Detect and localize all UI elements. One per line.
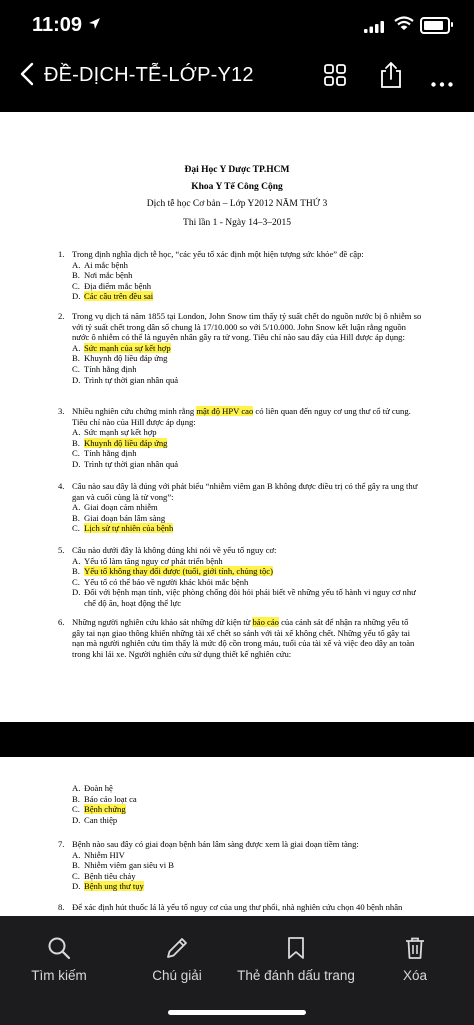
- question-number: 2.: [58, 311, 65, 321]
- battery-icon: [420, 17, 450, 34]
- option-c: C. Địa điểm mắc bệnh: [72, 280, 152, 291]
- question-number: 3.: [58, 406, 65, 416]
- search-tab[interactable]: [0, 916, 118, 1025]
- question-6: [58, 617, 422, 659]
- option-a: A. Yếu tố làm tăng nguy cơ phát triển bệnh: [72, 555, 223, 566]
- question-number: 6.: [58, 617, 65, 627]
- delete-tab[interactable]: [356, 916, 474, 1025]
- delete-label: Xóa: [402, 968, 428, 983]
- option-c: C. Tính hằng định: [72, 448, 137, 459]
- home-indicator: [168, 1010, 306, 1015]
- option-a: A. Sức mạnh của sự kết hợp: [72, 342, 171, 353]
- bottom-toolbar: [0, 916, 474, 1025]
- question-text: Trong định nghĩa dịch tễ học, “các yếu tố xác định một hiện tượng sức khỏe” đề cập:: [72, 249, 364, 259]
- search-icon: [47, 936, 71, 965]
- option-b: B. Khuynh độ liều đáp ứng: [72, 437, 168, 448]
- more-options-icon[interactable]: [431, 74, 453, 92]
- bookmark-icon: [286, 936, 306, 965]
- annotate-label: Chú giải: [152, 968, 202, 983]
- school-name: Đại Học Y Dược TP.HCM: [184, 165, 290, 175]
- option-c: C. Bệnh chứng: [72, 804, 126, 815]
- status-time: 11:09: [32, 14, 83, 36]
- question-text: Câu nào sau đây là đúng với phát biểu “nhiễm viêm gan B không được điều trị có thể gây ra ung thư gan và cuối cùng là tử vong”:: [72, 481, 418, 502]
- question-text: Câu nào dưới đây là không đúng khi nói về yếu tố nguy cơ:: [72, 545, 277, 555]
- share-icon[interactable]: [379, 61, 403, 94]
- question-text: Để xác định hút thuốc lá là yếu tố nguy cơ của ung thư phổi, nhà nghiên cứu chọn 40 bệnh nhân: [72, 902, 403, 912]
- option-c: C. Bệnh tiêu chảy: [72, 870, 136, 881]
- bookmark-label: Thẻ đánh dấu trang: [237, 968, 355, 983]
- option-c: C. Yếu tố có thể báo về người khác khỏi mắc bệnh: [72, 576, 249, 587]
- document-title: ĐỀ-DỊCH-TỄ-LỚP-Y12: [44, 64, 254, 86]
- search-label: Tìm kiếm: [31, 968, 87, 983]
- option-a: A. Giai đoạn cảm nhiễm: [72, 502, 158, 513]
- highlighted-phrase: mật độ HPV cao: [196, 406, 254, 416]
- exam-header: [0, 164, 474, 230]
- question-number: 8.: [58, 902, 65, 912]
- nav-bar: [0, 50, 474, 100]
- highlighted-phrase: báo cáo: [252, 617, 279, 627]
- option-d: D. Bệnh ung thư tụy: [72, 881, 144, 892]
- highlighted-answer: Bệnh chứng: [84, 804, 126, 815]
- status-bar: [0, 0, 474, 50]
- option-b: B. Giai đoạn bán lâm sàng: [72, 512, 166, 523]
- option-d: D. Trình tự thời gian nhân quả: [72, 374, 179, 385]
- question-3: [58, 406, 422, 470]
- question-5: [58, 545, 422, 609]
- wifi-icon: [394, 16, 414, 36]
- cellular-signal-icon: [364, 20, 386, 38]
- question-number: 5.: [58, 545, 65, 555]
- question-number: 1.: [58, 249, 65, 259]
- option-b: B. Nhiễm viêm gan siêu vi B: [72, 860, 174, 871]
- highlighted-answer: Sức mạnh của sự kết hợp: [84, 342, 171, 353]
- option-a: A. Nhiễm HIV: [72, 849, 125, 860]
- question-number: 7.: [58, 839, 65, 849]
- annotate-tab[interactable]: [118, 916, 236, 1025]
- thumbnail-grid-icon[interactable]: [324, 64, 346, 91]
- trash-icon: [404, 936, 426, 965]
- pencil-icon: [165, 936, 189, 965]
- option-a: A. Ai mắc bệnh: [72, 259, 128, 270]
- question-6-options: [72, 783, 422, 825]
- faculty-name: Khoa Y Tế Công Cộng: [191, 182, 283, 192]
- highlighted-answer: Yếu tố không thay đổi được (tuổi, giới tính, chủng tộc): [84, 566, 273, 577]
- option-b: B. Nơi mắc bệnh: [72, 270, 133, 281]
- option-b: B. Khuynh độ liều đáp ứng: [72, 353, 168, 364]
- option-d: D. Đối với bệnh mạn tính, việc phòng chống đòi hỏi phải biết về những yếu tố hành vi nguy cơ như chế độ ăn, hoạt động thể lực: [72, 587, 416, 608]
- option-d: D. Trình tự thời gian nhân quả: [72, 458, 179, 469]
- option-c: C. Lịch sử tự nhiên của bệnh: [72, 523, 174, 534]
- back-chevron-icon[interactable]: [20, 62, 34, 91]
- highlighted-answer: Bệnh ung thư tụy: [84, 881, 144, 892]
- highlighted-answer: Lịch sử tự nhiên của bệnh: [84, 523, 174, 534]
- exam-date: Thi lần 1 - Ngày 14–3–2015: [183, 218, 291, 228]
- question-8-partial: [58, 902, 422, 913]
- question-text: Nhiều nghiên cứu chứng minh rằng mật độ HPV cao có liên quan đến nguy cơ ung thư cổ tử cung. Tiêu chí nào của Hill được áp dụng:: [72, 406, 411, 427]
- option-b: B. Yếu tố không thay đổi được (tuổi, giới tính, chủng tộc): [72, 566, 273, 577]
- course-name: Dịch tễ học Cơ bản – Lớp Y2012 NĂM THỨ 3: [146, 199, 328, 209]
- question-number: 4.: [58, 481, 65, 491]
- pdf-page-1: [0, 112, 474, 722]
- question-text: Trong vụ dịch tả năm 1855 tại London, John Snow tìm thấy tỷ suất chết do nguồn nước bị ô nhiễm so với tỷ suất chết trong dân số chung là 17/10.000 so với 5/10.000. John Snow kết luận rằng nguồn nước ô nhiễm có thể là nguyên nhân gây ra tử vong. Tiêu chí nào sau đây của Hill được áp dụng:: [72, 311, 422, 343]
- bookmark-tab[interactable]: [236, 916, 356, 1025]
- location-arrow-icon: [88, 17, 101, 35]
- pdf-page-2: [0, 757, 474, 917]
- question-text: Bệnh nào sau đây có giai đoạn bệnh bán lâm sàng được xem là giai đoạn tiềm tàng:: [72, 839, 359, 849]
- question-4: [58, 481, 422, 534]
- battery-level: [424, 21, 443, 30]
- question-2: [58, 311, 422, 385]
- question-text: Những người nghiên cứu khảo sát những dữ kiện từ báo cáo của cảnh sát để nhận ra những yếu tố gây tai nạn giao thông khiến những tài xế chết so sánh với tài xế không chết. Những yếu tố gây tai nạn mà người nghiên cứu tìm thấy là mức độ cồn trong máu, tuổi của tài xế và việc đeo dây an toàn trong khi lái xe. Người nghiên cứu sử dụng thiết kế nghiên cứu:: [72, 617, 415, 659]
- highlighted-answer: Các câu trên đều sai: [84, 291, 154, 302]
- option-a: A. Đoàn hệ: [72, 783, 113, 793]
- option-b: B. Báo cáo loạt ca: [72, 793, 137, 804]
- option-a: A. Sức mạnh sự kết hợp: [72, 427, 157, 438]
- question-7: [58, 839, 422, 892]
- highlighted-answer: Khuynh độ liều đáp ứng: [84, 437, 168, 448]
- option-d: D. Can thiệp: [72, 814, 118, 825]
- option-c: C. Tính hằng định: [72, 363, 137, 374]
- option-d: D. Các câu trên đều sai: [72, 291, 154, 302]
- question-1: [58, 249, 422, 302]
